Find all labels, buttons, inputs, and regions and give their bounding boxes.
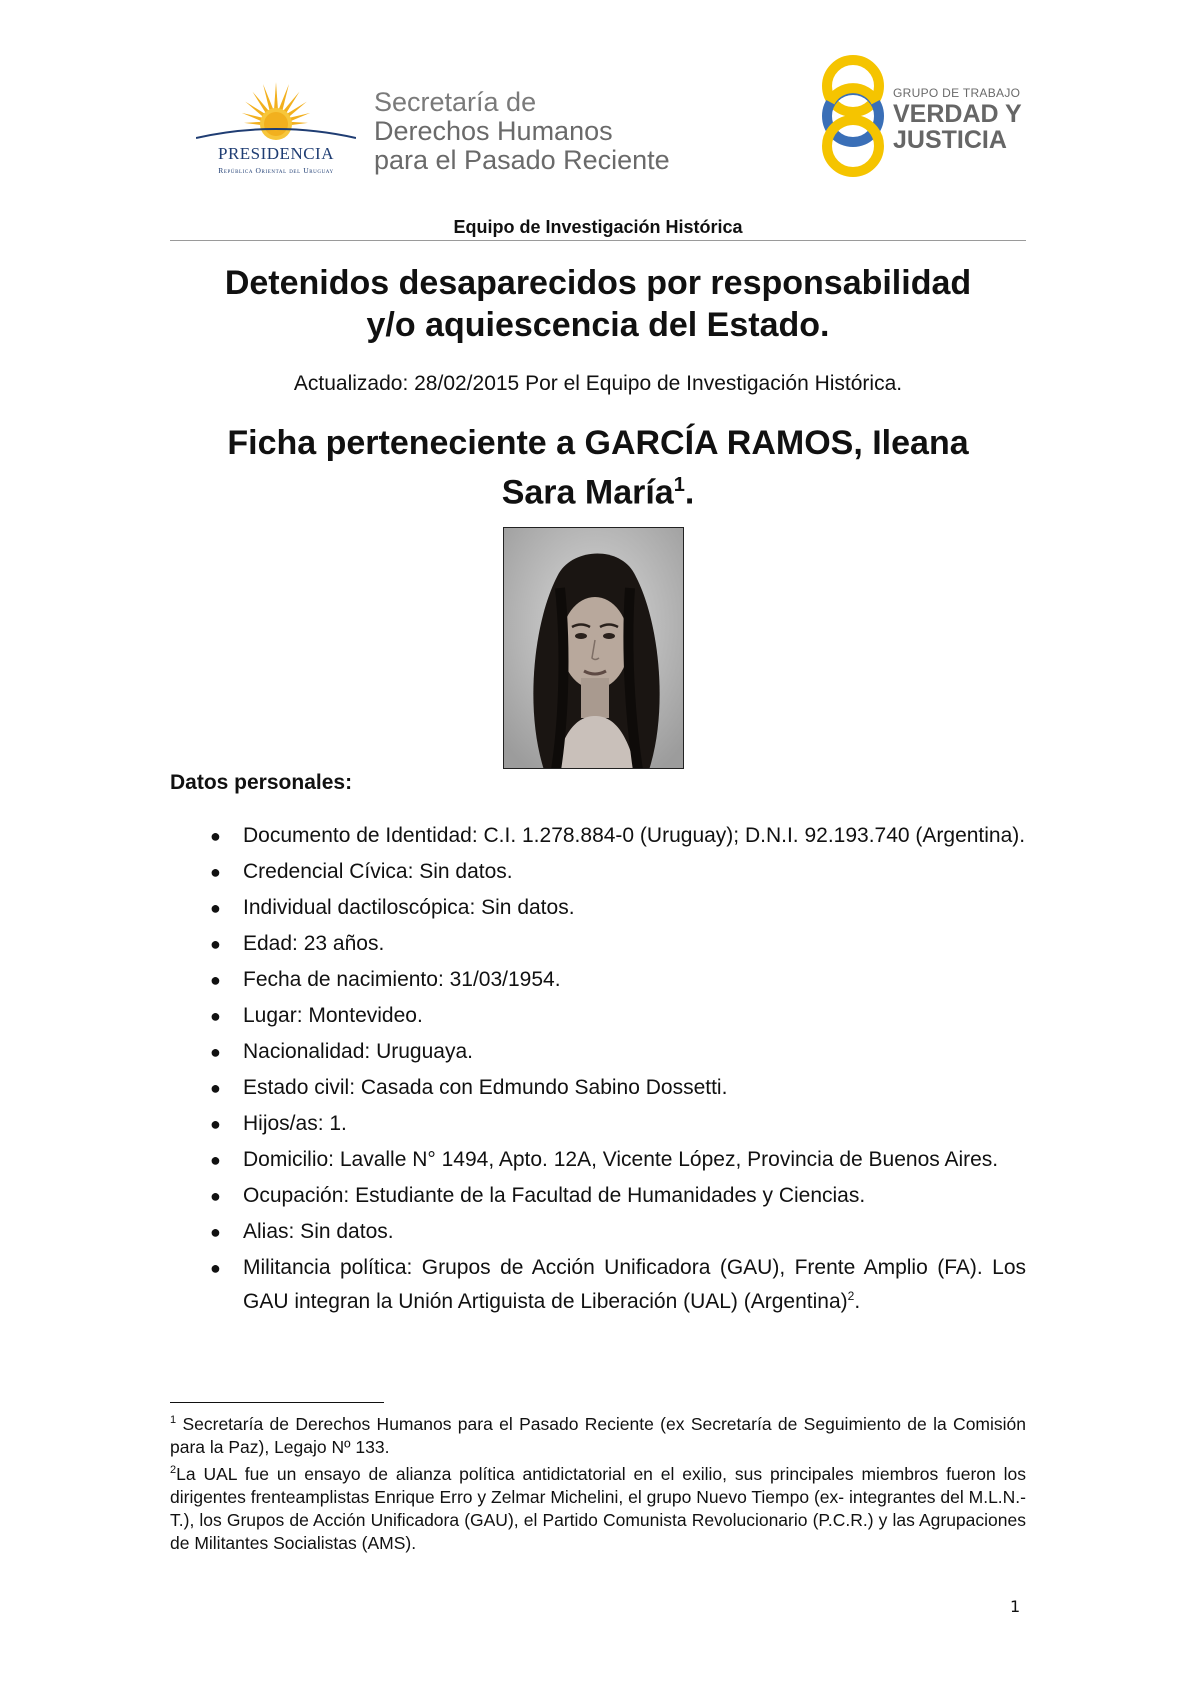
team-label: Equipo de Investigación Histórica	[453, 217, 743, 237]
bullet-icon: ●	[210, 1150, 221, 1170]
header-divider	[170, 240, 1026, 241]
updated-line: Actualizado: 28/02/2015 Por el Equipo de Investigación Histórica.	[293, 372, 903, 395]
bullet-icon: ●	[210, 826, 221, 846]
footnotes	[170, 1409, 1026, 1555]
bullet-icon: ●	[210, 970, 221, 990]
list-item: ● Nacionalidad: Uruguaya.	[170, 1038, 1026, 1066]
list-item: ● Hijos/as: 1.	[170, 1110, 1026, 1138]
interlocking-rings-icon	[818, 54, 888, 179]
secretaria-line-2: Derechos Humanos	[374, 116, 613, 146]
footnote-divider	[170, 1402, 384, 1403]
list-item: ● Militancia política: Grupos de Acción Unificadora (GAU), Frente Amplio (FA). Los GAU integran la Unión Artiguista de Liberación (UAL) (Argentina)$^2$.	[210, 1256, 1026, 1313]
bullet-icon: ●	[210, 934, 221, 954]
grupo-verdad-justicia-logo	[818, 54, 1038, 179]
document-title	[170, 262, 1026, 346]
list-item: ● Documento de Identidad: C.I. 1.278.884-0 (Uruguay); D.N.I. 92.193.740 (Argentina).	[170, 822, 1026, 850]
section-heading-personal-data: Datos personales:	[170, 771, 353, 794]
list-item: ● Ocupación: Estudiante de la Facultad de Humanidades y Ciencias.	[170, 1182, 1026, 1210]
bullet-icon: ●	[210, 1078, 221, 1098]
list-item: ● Edad: 23 años.	[170, 930, 1026, 958]
bullet-icon: ●	[210, 1114, 221, 1134]
bullet-icon: ●	[210, 1258, 221, 1278]
bullet-icon: ●	[210, 1006, 221, 1026]
bullet-icon: ●	[210, 1042, 221, 1062]
footnote-1-marker: 1	[170, 1414, 177, 1426]
portrait-photo	[503, 527, 684, 769]
footnote-ref-1[interactable]: 1	[673, 474, 685, 496]
record-title-name: Sara María	[501, 473, 674, 512]
secretaria-logo-text	[374, 88, 704, 175]
personal-data-list	[170, 822, 1026, 1324]
footnote-ref-2[interactable]: 2	[847, 1289, 855, 1303]
footnote-1: $^1$ Secretaría de Derechos Humanos para el Pasado Reciente (ex Secretaría de Seguimiento de la Comisión para la Paz), Legajo Nº 133.	[170, 1413, 1026, 1457]
list-item: ● Fecha de nacimiento: 31/03/1954.	[170, 966, 1026, 994]
record-title	[170, 422, 1026, 513]
portrait-image-icon	[504, 528, 684, 769]
bullet-icon: ●	[210, 1186, 221, 1206]
list-item: ● Individual dactiloscópica: Sin datos.	[170, 894, 1026, 922]
grupo-line-2: VERDAD Y	[893, 100, 1022, 128]
footnote-2: $^2$La UAL fue un ensayo de alianza política antidictatorial en el exilio, sus principales miembros fueron los dirigentes frenteamplistas Enrique Erro y Zelmar Michelini, el grupo Nuevo Tiempo (ex- integrantes del M.L.N.-T.), los Grupos de Acción Unificadora (GAU), el Partido Comunista Revolucionario (P.C.R.) y las Agrupaciones de Militantes Socialistas (AMS).	[170, 1463, 1026, 1553]
record-title-line-2	[170, 464, 1026, 513]
document-title-line-1: Detenidos desaparecidos por responsabilidad	[224, 264, 972, 302]
list-item: ● Lugar: Montevideo.	[170, 1002, 1026, 1030]
secretaria-line-1: Secretaría de	[374, 87, 537, 117]
list-item: ● Estado civil: Casada con Edmundo Sabino Dossetti.	[170, 1074, 1026, 1102]
sun-emblem-icon	[196, 80, 356, 150]
presidencia-subtitle: República Oriental del Uruguay	[218, 166, 334, 175]
list-item: ● Domicilio: Lavalle N° 1494, Apto. 12A, Vicente López, Provincia de Buenos Aires.	[170, 1146, 1026, 1174]
list-item: ● Credencial Cívica: Sin datos.	[170, 858, 1026, 886]
bullet-icon: ●	[210, 862, 221, 882]
record-title-line-1: Ficha perteneciente a GARCÍA RAMOS, Ileana	[227, 424, 969, 462]
grupo-line-1: GRUPO DE TRABAJO	[893, 86, 1021, 100]
page-number: 1	[1010, 1597, 1021, 1616]
record-title-period: .	[684, 473, 695, 512]
presidencia-logo	[196, 80, 356, 180]
bullet-icon: ●	[210, 898, 221, 918]
bullet-icon: ●	[210, 1222, 221, 1242]
grupo-line-3: JUSTICIA	[893, 126, 1007, 154]
secretaria-line-3: para el Pasado Reciente	[374, 145, 670, 175]
list-item: ● Alias: Sin datos.	[170, 1218, 1026, 1246]
document-title-line-2: y/o aquiescencia del Estado.	[366, 306, 830, 344]
presidencia-wordmark: PRESIDENCIA	[217, 144, 334, 163]
footnote-2-marker: 2	[170, 1463, 177, 1476]
